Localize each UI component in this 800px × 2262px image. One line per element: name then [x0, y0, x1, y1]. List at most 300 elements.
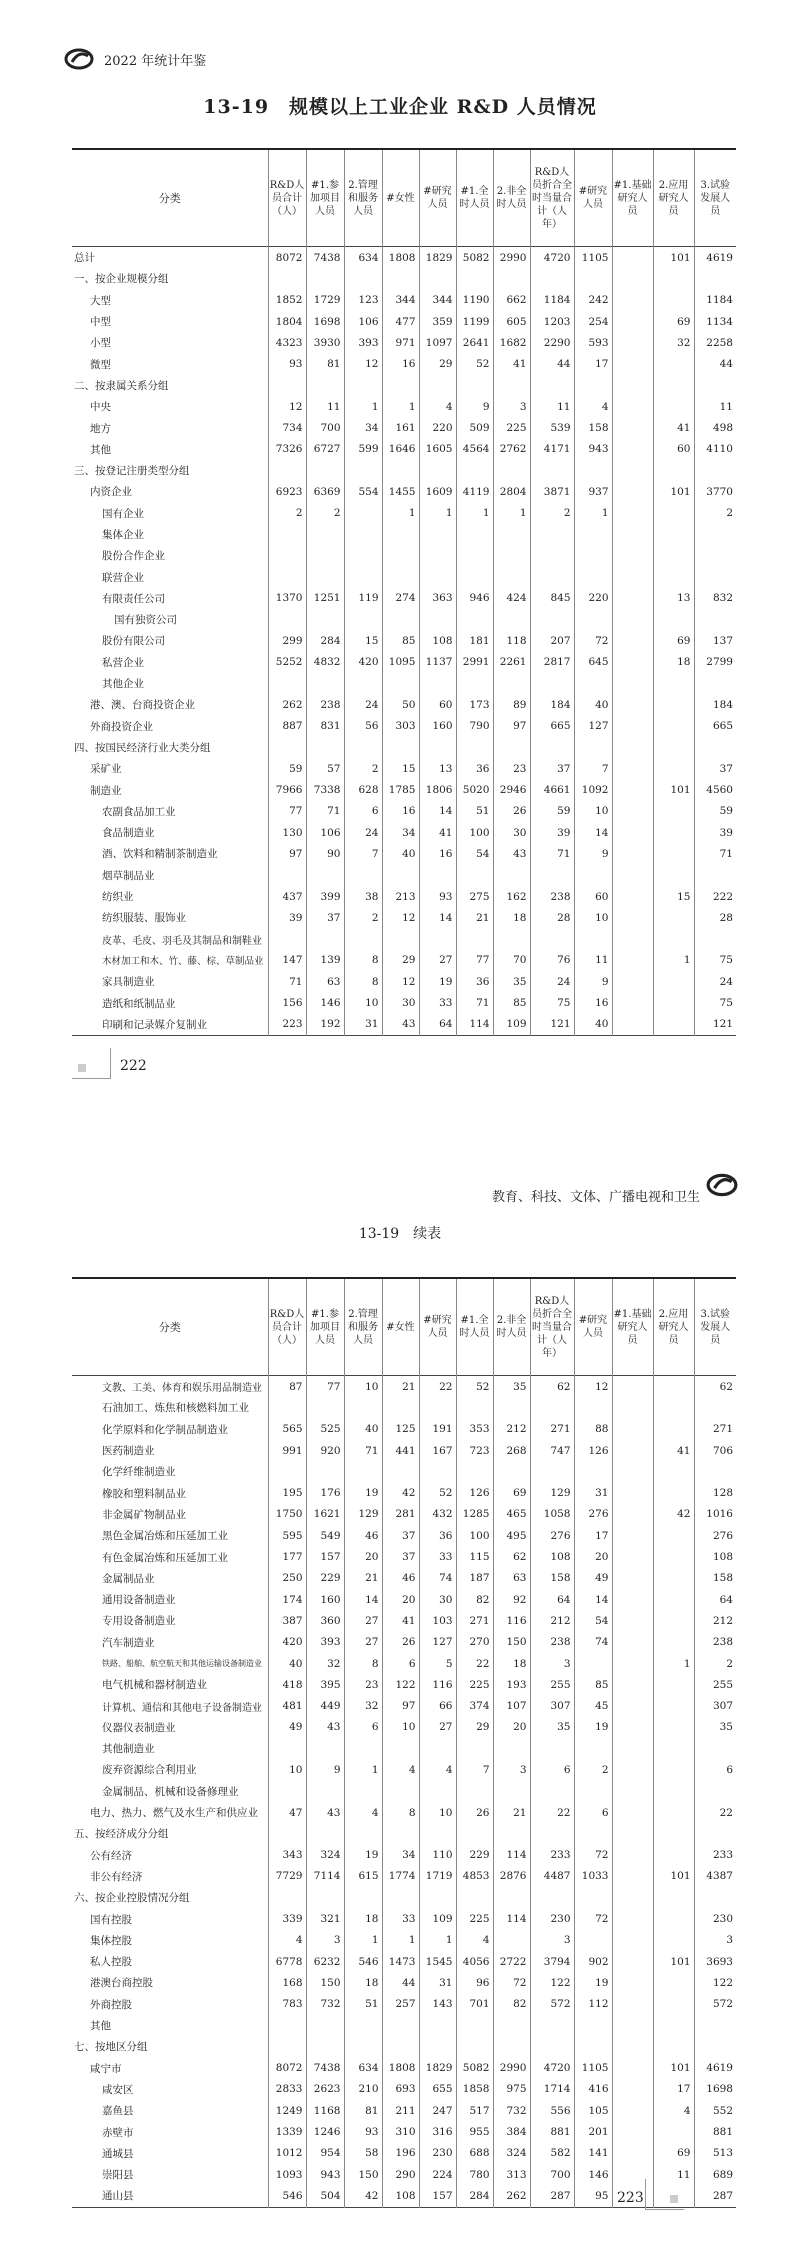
row-category: 中型: [90, 316, 111, 329]
row-category: 通用设备制造业: [102, 1594, 176, 1607]
table-cell: 6369: [306, 481, 344, 502]
table-cell: 783: [268, 1994, 306, 2015]
table-row: [72, 1994, 736, 2015]
table-cell: [419, 268, 456, 289]
table-row: [72, 1845, 736, 1866]
table-cell: [612, 652, 653, 673]
table-cell: 23: [493, 758, 530, 779]
table-cell: [456, 1781, 493, 1802]
table-cell: 290: [382, 2164, 419, 2185]
table-cell: [419, 673, 456, 694]
table-cell: [268, 1738, 306, 1759]
column-header: #研究人员: [419, 149, 456, 247]
table-cell: 212: [493, 1419, 530, 1440]
table-cell: [306, 1397, 344, 1418]
table-cell: 19: [344, 1482, 382, 1503]
table-cell: [456, 2015, 493, 2036]
table-cell: 2990: [493, 2058, 530, 2079]
table-cell: 29: [456, 1717, 493, 1738]
table-cell: [493, 1461, 530, 1482]
table-cell: 513: [694, 2143, 736, 2164]
table-cell: 43: [306, 1802, 344, 1823]
table-cell: 108: [419, 630, 456, 651]
table-cell: 43: [306, 1717, 344, 1738]
table-cell: 223: [268, 1014, 306, 1036]
table-cell: [456, 566, 493, 587]
table-cell: [653, 1930, 694, 1951]
table-cell: 7: [456, 1759, 493, 1780]
table-cell: [268, 1781, 306, 1802]
table-row: [72, 652, 736, 673]
table-cell: 393: [306, 1632, 344, 1653]
row-category: 四、按国民经济行业大类分组: [74, 741, 211, 754]
table-cell: 5252: [268, 652, 306, 673]
table-cell: 46: [344, 1525, 382, 1546]
table-cell: 324: [306, 1845, 344, 1866]
table-cell: [653, 1823, 694, 1844]
table-cell: 20: [574, 1546, 612, 1567]
table-cell: [612, 929, 653, 950]
running-header: 教育、科技、文体、广播电视和卫生: [491, 1190, 700, 1205]
table-cell: [694, 524, 736, 545]
table-cell: [268, 545, 306, 566]
table-cell: [574, 1823, 612, 1844]
table-cell: 59: [694, 801, 736, 822]
table-cell: 2876: [493, 1866, 530, 1887]
table-cell: 75: [694, 950, 736, 971]
row-category: 其他: [90, 443, 111, 456]
row-category: 总计: [74, 252, 95, 265]
table-cell: [574, 2036, 612, 2057]
table-cell: 75: [694, 992, 736, 1013]
table-cell: 946: [456, 588, 493, 609]
table-cell: [653, 1802, 694, 1823]
table-cell: 41: [382, 1610, 419, 1631]
table-cell: [653, 1461, 694, 1482]
table-cell: 87: [268, 1376, 306, 1398]
table-cell: [306, 1823, 344, 1844]
table-cell: 701: [456, 1994, 493, 2015]
table-cell: 1545: [419, 1951, 456, 1972]
table-cell: [612, 1674, 653, 1695]
table-cell: [456, 673, 493, 694]
table-cell: [382, 460, 419, 481]
table-cell: 21: [456, 907, 493, 928]
table-cell: 1: [653, 1653, 694, 1674]
table-cell: 387: [268, 1610, 306, 1631]
table-cell: 54: [456, 843, 493, 864]
table-cell: 955: [456, 2121, 493, 2142]
table-cell: 481: [268, 1695, 306, 1716]
table-row: [72, 1717, 736, 1738]
table-cell: [612, 865, 653, 886]
table-cell: [306, 460, 344, 481]
table-cell: 2804: [493, 481, 530, 502]
table-row: [72, 2058, 736, 2079]
table-cell: 108: [694, 1546, 736, 1567]
row-category: 废弃资源综合利用业: [102, 1764, 197, 1777]
yearbook-logo-icon: [706, 1173, 738, 1197]
table-row: [72, 1781, 736, 1802]
table-cell: 582: [530, 2143, 574, 2164]
table-cell: 24: [344, 694, 382, 715]
table-cell: 34: [344, 417, 382, 438]
table-cell: 229: [306, 1568, 344, 1589]
table-cell: 11: [530, 396, 574, 417]
table-cell: [653, 1014, 694, 1036]
table-cell: 991: [268, 1440, 306, 1461]
table-cell: [268, 929, 306, 950]
table-cell: 230: [694, 1908, 736, 1929]
table-cell: 37: [694, 758, 736, 779]
table-cell: 4: [419, 396, 456, 417]
table-cell: 554: [344, 481, 382, 502]
table-cell: [653, 375, 694, 396]
table-cell: [530, 545, 574, 566]
table-row: [72, 1014, 736, 1036]
table-cell: 4: [382, 1759, 419, 1780]
table-cell: [268, 1461, 306, 1482]
table-cell: 93: [419, 886, 456, 907]
table-cell: 6: [530, 1759, 574, 1780]
table-cell: [612, 1440, 653, 1461]
table-cell: 15: [653, 886, 694, 907]
table-cell: 24: [344, 822, 382, 843]
table-cell: 88: [574, 1419, 612, 1440]
table-cell: 114: [456, 1014, 493, 1036]
table-cell: [612, 1610, 653, 1631]
table-cell: [456, 460, 493, 481]
row-category: 金属制品、机械和设备修理业: [102, 1785, 239, 1798]
table-cell: 43: [493, 843, 530, 864]
table-cell: 160: [306, 1589, 344, 1610]
table-cell: 881: [694, 2121, 736, 2142]
table-cell: [694, 2015, 736, 2036]
table-cell: [694, 268, 736, 289]
table-cell: [653, 737, 694, 758]
table-cell: [268, 2015, 306, 2036]
table-cell: [612, 1972, 653, 1993]
table-cell: [530, 460, 574, 481]
table-cell: 34: [382, 822, 419, 843]
table-cell: [653, 2036, 694, 2057]
table-cell: 9: [456, 396, 493, 417]
page-corner-mark: [72, 1048, 111, 1079]
header-text: 2022 年统计年鉴: [104, 53, 207, 69]
table-row: [72, 1589, 736, 1610]
table-cell: [612, 1525, 653, 1546]
table-row: [72, 822, 736, 843]
table-cell: [653, 1738, 694, 1759]
table-cell: 17: [653, 2079, 694, 2100]
table-cell: 1105: [574, 247, 612, 269]
table-cell: 114: [493, 1908, 530, 1929]
table-cell: 158: [574, 417, 612, 438]
table-cell: [612, 737, 653, 758]
table-cell: [344, 1461, 382, 1482]
table-cell: 1729: [306, 290, 344, 311]
table-cell: 284: [456, 2185, 493, 2207]
table-cell: 44: [530, 353, 574, 374]
table-cell: 549: [306, 1525, 344, 1546]
table-cell: 29: [382, 950, 419, 971]
row-category: 咸安区: [102, 2083, 134, 2096]
table-cell: 36: [456, 758, 493, 779]
table-cell: [382, 375, 419, 396]
column-header: #研究人员: [574, 149, 612, 247]
table-cell: 76: [530, 950, 574, 971]
table-cell: 15: [382, 758, 419, 779]
table-title: 13-19 规模以上工业企业 R&D 人员情况: [203, 96, 597, 118]
table-cell: 233: [694, 1845, 736, 1866]
table-cell: [530, 375, 574, 396]
table-cell: [493, 1930, 530, 1951]
table-cell: 30: [493, 822, 530, 843]
table-cell: 1134: [694, 311, 736, 332]
table-cell: 1808: [382, 247, 419, 269]
table-cell: 14: [574, 1589, 612, 1610]
table-cell: 108: [382, 2185, 419, 2207]
table-row: [72, 1461, 736, 1482]
table-cell: 287: [694, 2185, 736, 2207]
table-cell: [653, 545, 694, 566]
table-cell: 1804: [268, 311, 306, 332]
table-cell: [653, 1781, 694, 1802]
row-category: 非金属矿物制品业: [102, 1508, 186, 1521]
table-cell: [306, 929, 344, 950]
table-cell: 3: [530, 1930, 574, 1951]
table-cell: [456, 524, 493, 545]
table-cell: [653, 1972, 694, 1993]
table-cell: 270: [456, 1632, 493, 1653]
table-cell: 106: [344, 311, 382, 332]
table-cell: 181: [456, 630, 493, 651]
table-cell: 19: [419, 971, 456, 992]
column-header: #研究人员: [574, 1278, 612, 1376]
table-row: [72, 1887, 736, 1908]
table-row: [72, 1802, 736, 1823]
table-cell: 97: [382, 1695, 419, 1716]
row-category: 崇阳县: [102, 2169, 134, 2182]
table-cell: 2641: [456, 332, 493, 353]
table-cell: 881: [530, 2121, 574, 2142]
table-cell: [268, 673, 306, 694]
table-cell: 242: [574, 290, 612, 311]
table-cell: [530, 1397, 574, 1418]
table-cell: 64: [530, 1589, 574, 1610]
table-cell: 271: [694, 1419, 736, 1440]
table-cell: [456, 1738, 493, 1759]
table-cell: 59: [530, 801, 574, 822]
table-cell: 28: [694, 907, 736, 928]
table-cell: 41: [653, 417, 694, 438]
table-cell: 63: [493, 1568, 530, 1589]
table-cell: 162: [493, 886, 530, 907]
table-cell: [382, 929, 419, 950]
table-cell: [268, 1397, 306, 1418]
table-cell: [694, 460, 736, 481]
table-cell: [419, 545, 456, 566]
table-cell: 100: [456, 1525, 493, 1546]
table-cell: 7966: [268, 779, 306, 800]
table-cell: 6232: [306, 1951, 344, 1972]
table-cell: 59: [268, 758, 306, 779]
table-cell: [612, 311, 653, 332]
table-cell: 112: [574, 1994, 612, 2015]
table-cell: 3871: [530, 481, 574, 502]
table-cell: 359: [419, 311, 456, 332]
table-cell: 902: [574, 1951, 612, 1972]
table-cell: [574, 1781, 612, 1802]
table-cell: [456, 929, 493, 950]
row-category: 黑色金属冶炼和压延加工业: [102, 1530, 228, 1543]
table-cell: [694, 545, 736, 566]
table-cell: 176: [306, 1482, 344, 1503]
table-cell: 971: [382, 332, 419, 353]
table-cell: [612, 1866, 653, 1887]
table-cell: [382, 2015, 419, 2036]
table-cell: 7114: [306, 1866, 344, 1887]
table-cell: 103: [419, 1610, 456, 1631]
table-cell: [612, 1632, 653, 1653]
table-cell: [653, 1525, 694, 1546]
table-row: [72, 375, 736, 396]
table-cell: 2261: [493, 652, 530, 673]
table-cell: [419, 460, 456, 481]
row-category: 有色金属冶炼和压延加工业: [102, 1551, 228, 1564]
table-cell: [653, 907, 694, 928]
column-header-category: 分类: [158, 1320, 181, 1334]
table-cell: 32: [344, 1695, 382, 1716]
table-cell: [612, 950, 653, 971]
table-cell: 52: [456, 353, 493, 374]
table-cell: 7326: [268, 439, 306, 460]
table-cell: 139: [306, 950, 344, 971]
table-row: [72, 1610, 736, 1631]
table-cell: [574, 1461, 612, 1482]
table-cell: 6: [344, 1717, 382, 1738]
table-cell: [344, 503, 382, 524]
table-cell: 39: [694, 822, 736, 843]
table-cell: 432: [419, 1504, 456, 1525]
table-cell: 313: [493, 2164, 530, 2185]
table-cell: 6778: [268, 1951, 306, 1972]
table-cell: [456, 865, 493, 886]
table-cell: 1: [493, 503, 530, 524]
table-cell: 21: [344, 1568, 382, 1589]
table-row: [72, 673, 736, 694]
table-cell: 63: [306, 971, 344, 992]
table-cell: 1: [382, 503, 419, 524]
table-cell: 3: [493, 396, 530, 417]
table-cell: 24: [530, 971, 574, 992]
table-cell: 1: [344, 1930, 382, 1951]
table-cell: [612, 481, 653, 502]
table-cell: 2799: [694, 652, 736, 673]
table-header: [72, 1278, 736, 1376]
table-cell: 16: [382, 353, 419, 374]
table-cell: 1: [653, 950, 694, 971]
table-row: [72, 1653, 736, 1674]
table-cell: 146: [574, 2164, 612, 2185]
table-cell: 82: [493, 1994, 530, 2015]
table-cell: [456, 1823, 493, 1844]
table-row: [72, 439, 736, 460]
table-cell: 1829: [419, 247, 456, 269]
table-cell: [306, 609, 344, 630]
table-cell: 662: [493, 290, 530, 311]
table-cell: 52: [419, 1482, 456, 1503]
table-cell: [612, 396, 653, 417]
table-cell: 2: [694, 503, 736, 524]
table-cell: [612, 1461, 653, 1482]
table-cell: 109: [419, 1908, 456, 1929]
table-cell: 19: [574, 1717, 612, 1738]
table-cell: 284: [306, 630, 344, 651]
table-cell: [493, 929, 530, 950]
row-category: 五、按经济成分分组: [74, 1828, 169, 1841]
row-category: 酒、饮料和精制茶制造业: [102, 848, 218, 861]
table-cell: 1199: [456, 311, 493, 332]
table-cell: 72: [574, 1845, 612, 1866]
table-row: [72, 2079, 736, 2100]
table-cell: [530, 268, 574, 289]
table-cell: 975: [493, 2079, 530, 2100]
table-cell: 1184: [530, 290, 574, 311]
table-cell: 62: [530, 1376, 574, 1398]
table-cell: [493, 545, 530, 566]
table-cell: [612, 566, 653, 587]
table-cell: 158: [694, 1568, 736, 1589]
table-cell: [574, 460, 612, 481]
table-row: [72, 1482, 736, 1503]
table-cell: 123: [344, 290, 382, 311]
table-cell: 572: [694, 1994, 736, 2015]
page-223: [0, 1131, 800, 2262]
table-cell: 35: [694, 1717, 736, 1738]
table-cell: [612, 1759, 653, 1780]
table-cell: 27: [419, 1717, 456, 1738]
table-cell: [493, 268, 530, 289]
table-cell: 747: [530, 1440, 574, 1461]
table-cell: 230: [419, 2143, 456, 2164]
table-cell: 121: [694, 1014, 736, 1036]
row-category: 化学原料和化学制品制造业: [102, 1423, 228, 1436]
table-row: [72, 247, 736, 269]
table-row: [72, 566, 736, 587]
table-cell: 247: [419, 2100, 456, 2121]
row-category: 外商投资企业: [90, 720, 153, 733]
table-row: [72, 2036, 736, 2057]
table-cell: [574, 673, 612, 694]
table-cell: 71: [268, 971, 306, 992]
table-header: [72, 149, 736, 247]
table-cell: [344, 737, 382, 758]
table-cell: 106: [306, 822, 344, 843]
table-cell: 49: [574, 1568, 612, 1589]
table-cell: 1246: [306, 2121, 344, 2142]
table-cell: [530, 2015, 574, 2036]
table-cell: 40: [344, 1419, 382, 1440]
table-cell: [653, 1674, 694, 1695]
table-cell: 4323: [268, 332, 306, 353]
table-cell: 60: [653, 439, 694, 460]
table-cell: [612, 460, 653, 481]
table-cell: 26: [493, 801, 530, 822]
table-cell: 69: [493, 1482, 530, 1503]
page-number: 223: [617, 2190, 644, 2206]
table-cell: [612, 1823, 653, 1844]
